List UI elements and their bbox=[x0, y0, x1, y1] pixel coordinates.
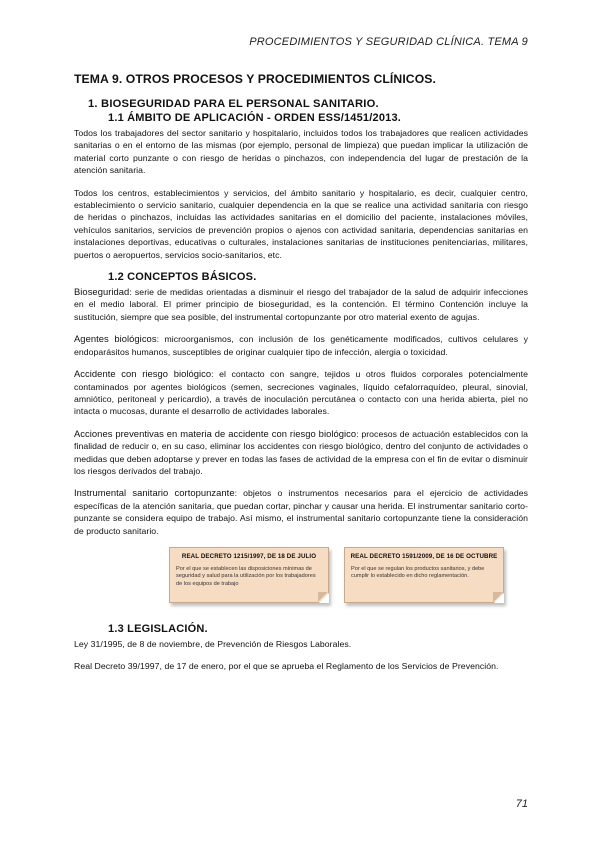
definition-term: Accidente con riesgo biológico bbox=[74, 368, 212, 380]
subsection-title-conceptos: 1.2 CONCEPTOS BÁSICOS. bbox=[108, 271, 257, 284]
paragraph-ley-31-1995: Ley 31/1995, de 8 de noviembre, de Prevención de Riesgos Laborales. bbox=[74, 638, 352, 649]
definition-text: : serie de medidas orientadas a disminuir el riesgo del trabajador de la salud de adquirir infecciones en el medio laboral. El primer principio de bioseguridad, es la contención. El término Contención incluye la sustitución, siempre que sea posible, del instrumental cortopunzante por otro material exento de agujas. bbox=[74, 287, 528, 322]
running-header: PROCEDIMIENTOS Y SEGURIDAD CLÍNICA. TEMA 9 bbox=[249, 36, 528, 48]
definition-term: Acciones preventivas en materia de accidente con riesgo biológico bbox=[74, 427, 357, 439]
page-curl bbox=[319, 593, 329, 603]
paragraph-rd-39-1997: Real Decreto 39/1997, de 17 de enero, por el que se aprueba el Reglamento de los Servicios de Prevención. bbox=[74, 661, 499, 672]
definition-text: : el contacto con sangre, tejidos u otros fluidos corporales potencialmente contaminados por agentes biológicos (semen, secreciones vaginales, líquido cefalorraquídeo, pleural, sinovial, amniótico, peritoneal y pericardio), a través de inoculación percutánea o contacto con una herida abierta, piel no intacta o mucosas, durante el desarrollo de actividades laborales. bbox=[74, 369, 528, 417]
page-number: 71 bbox=[515, 798, 528, 810]
section-title-bioseguridad: 1. BIOSEGURIDAD PARA EL PERSONAL SANITARIO. bbox=[88, 98, 379, 110]
sticky-notes bbox=[74, 547, 528, 609]
page-curl bbox=[494, 593, 504, 603]
definition-text: : objetos o instrumentos necesarios para el ejercicio de actividades específicas de la atención sanitaria, que puedan cortar, pinchar y causar una herida. El instrumentar sanitario corto-punzante se considera equipo de trabajo. Así mismo, el instrumental sanitario cortopunzante tiene la consideración de producto sanitario. bbox=[74, 488, 528, 536]
sticky-note-body: Por el que se regulan los productos sanitarios, y debe cumplir lo establecido en dicho reglamentación. bbox=[351, 565, 485, 580]
definition-term: Agentes biológicos bbox=[74, 333, 157, 345]
sticky-note-title: REAL DECRETO 1591/2009, DE 16 DE OCTUBRE bbox=[350, 552, 498, 560]
subsection-title-ambito: 1.1 ÁMBITO DE APLICACIÓN - ORDEN ESS/1451/2013. bbox=[108, 112, 402, 124]
subsection-title-legislacion: 1.3 LEGISLACIÓN. bbox=[108, 622, 208, 635]
definition-acciones-preventivas bbox=[74, 428, 528, 478]
definition-text: : microorganismos, con inclusión de los genéticamente modificados, cultivos celulares y endoparásitos humanos, susceptibles de originar cualquier tipo de infección, alergia o toxicidad. bbox=[74, 334, 528, 357]
chapter-title: TEMA 9. OTROS PROCESOS Y PROCEDIMIENTOS CLÍNICOS. bbox=[74, 72, 437, 86]
definition-text: : procesos de actuación establecidos con la finalidad de reducir o, en su caso, eliminar los accidentes con riesgo biológico, dentro del conjunto de actividades o medidas que deben adoptarse y prever en todas las fases de actividad de la empresa con el fin de evitar o disminuir los riesgos derivados del trabajo. bbox=[74, 428, 528, 476]
definition-bioseguridad bbox=[74, 286, 528, 323]
sticky-note-rd-1215-1997 bbox=[169, 547, 329, 603]
sticky-note-body: Por el que se establecen las disposiciones mínimas de seguridad y salud para la utilización por los trabajadores de los equipos de trabajo bbox=[176, 565, 316, 587]
sticky-note-title: REAL DECRETO 1215/1997, DE 18 DE JULIO bbox=[181, 552, 317, 560]
definition-term: Instrumental sanitario cortopunzante bbox=[74, 487, 235, 499]
paragraph-ambito-2: Todos los centros, establecimientos y servicios, del ámbito sanitario y hospitalario, es decir, cualquier centro, establecimiento o servicio sanitario, cualquier dependencia en la que se realice una actividad sanitaria con riesgo de heridas o pinchazos, incluidas las actividades sanitarias en el domicilio del paciente, instalaciones móviles, vehículos sanitarios, servicios de prevención propios o ajenos con actividad sanitaria, dependencias sanitarias en instalaciones deportivas, educativas o culturales, instalaciones sanitarias de instituciones penitenciarias, militares, puertos o aeropuertos, servicios socio-sanitarios, etc. bbox=[74, 187, 528, 260]
definition-term: Bioseguridad bbox=[74, 286, 130, 298]
sticky-note-rd-1591-2009 bbox=[344, 547, 504, 603]
definition-accidente-riesgo-biologico bbox=[74, 368, 528, 418]
page-content bbox=[74, 72, 528, 683]
definition-agentes-biologicos bbox=[74, 333, 528, 358]
paragraph-ambito-1: Todos los trabajadores del sector sanitario y hospitalario, incluidos todos los trabajadores que realicen actividades sanitarias o en el entorno de las mismas (por ejemplo, personal de limpieza) que puedan implicar la utilización de material corto punzante o con riesgo de heridas o pinchazos, con independencia del lugar de prestación de la atención sanitaria. bbox=[74, 128, 528, 176]
definition-instrumental-cortopunzante bbox=[74, 487, 528, 537]
